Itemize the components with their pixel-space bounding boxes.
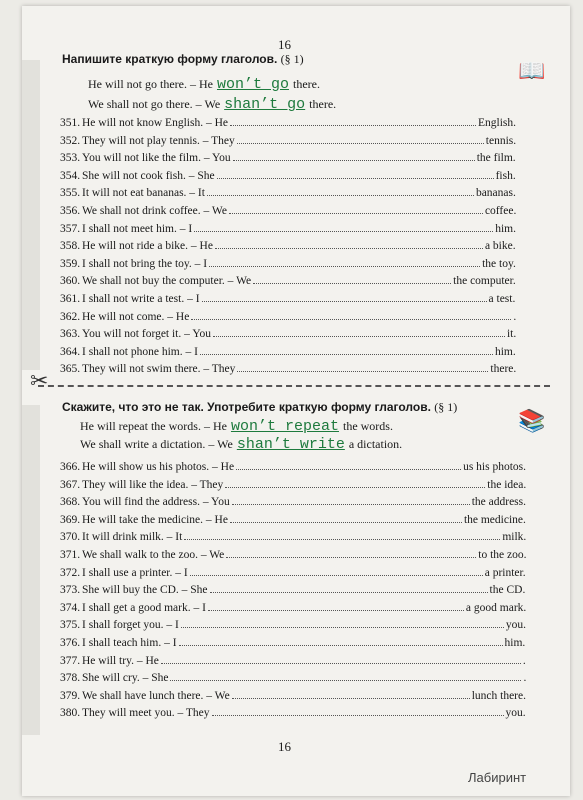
exercise-row xyxy=(60,205,516,217)
exercise-row xyxy=(60,707,526,719)
answer-blank[interactable] xyxy=(161,662,521,664)
exercise-tail: a bike. xyxy=(484,240,516,253)
example-1: He will not go there. – He won’t go there. xyxy=(88,76,320,93)
answer-blank[interactable] xyxy=(181,626,504,628)
exercise-row xyxy=(60,187,516,199)
exercise-tail: the medicine. xyxy=(463,513,526,526)
section2-ref: (§ 1) xyxy=(434,400,458,414)
exercise-number: 378. xyxy=(60,672,81,685)
exercise-row xyxy=(60,240,516,252)
exercise-row xyxy=(60,258,516,270)
exercise-number: 355. xyxy=(60,187,81,200)
answer-blank[interactable] xyxy=(184,538,500,540)
book-icon: 📚 xyxy=(518,408,546,433)
exercise-row xyxy=(60,223,516,235)
exercise-number: 380. xyxy=(60,707,81,720)
exercise-number: 360. xyxy=(60,275,81,288)
answer-blank[interactable] xyxy=(194,230,493,232)
exercise-tail: to the zoo. xyxy=(478,549,527,561)
answer-blank[interactable] xyxy=(215,247,483,249)
exercise-number: 371. xyxy=(60,549,81,561)
exercise-prompt: We shall walk to the zoo. – We xyxy=(82,549,225,561)
answer-blank[interactable] xyxy=(225,486,485,488)
exercise-tail: the computer. xyxy=(453,275,516,288)
answer-blank[interactable] xyxy=(191,318,511,320)
bleed-strip xyxy=(22,405,40,735)
exercise-number: 352. xyxy=(60,134,81,147)
exercise-row xyxy=(60,311,516,323)
exercise-tail: there. xyxy=(490,363,517,376)
example-4: We shall write a dictation. – We shan’t write a dictation. xyxy=(80,436,403,453)
exercise-row xyxy=(60,690,526,702)
exercise-number: 362. xyxy=(60,310,81,323)
answer-blank[interactable] xyxy=(232,697,470,699)
exercise-prompt: He will take the medicine. – He xyxy=(82,513,228,526)
exercise-row xyxy=(60,514,526,526)
exercise-number: 366. xyxy=(60,461,81,473)
exercise-row xyxy=(60,461,526,473)
exercise-prompt: They will not play tennis. – They xyxy=(82,134,235,147)
exercise-tail: you. xyxy=(505,707,526,720)
exercise-row xyxy=(60,152,516,164)
exercise-row xyxy=(60,328,516,340)
exercise-tail: . xyxy=(513,310,517,323)
answer-blank[interactable] xyxy=(229,212,483,214)
scissors-icon: ✂ xyxy=(30,368,49,393)
exercise-tail: . xyxy=(523,672,527,685)
exercise-tail: bananas. xyxy=(475,187,516,200)
exercise-row xyxy=(60,479,526,491)
exercise-tail: fish. xyxy=(495,169,516,182)
exercise-prompt: He will not know English. – He xyxy=(82,117,228,129)
exercise-tail: him. xyxy=(495,222,516,235)
exercise-tail: a printer. xyxy=(484,566,526,579)
example-answer: shan’t write xyxy=(236,436,345,453)
exercise-prompt: You will find the address. – You xyxy=(82,496,230,509)
exercise-number: 373. xyxy=(60,584,81,597)
exercise-number: 377. xyxy=(60,654,81,667)
answer-blank[interactable] xyxy=(253,282,451,284)
bleed-strip xyxy=(22,60,40,370)
exercise-prompt: It will drink milk. – It xyxy=(82,531,183,544)
exercise-number: 353. xyxy=(60,152,81,165)
exercise-prompt: She will not cook fish. – She xyxy=(82,169,215,182)
cut-line-divider xyxy=(38,385,550,387)
example-answer: won’t repeat xyxy=(230,418,339,435)
exercise-number: 376. xyxy=(60,637,81,649)
exercise-number: 361. xyxy=(60,293,81,305)
answer-blank[interactable] xyxy=(217,177,494,179)
exercise-tail: it. xyxy=(506,328,517,341)
exercise-prompt: She will buy the CD. – She xyxy=(82,584,208,597)
exercise-tail: the toy. xyxy=(482,257,516,270)
exercise-row xyxy=(60,567,526,579)
answer-blank[interactable] xyxy=(207,194,474,196)
exercise-row xyxy=(60,602,526,614)
exercise-prompt: They will not swim there. – They xyxy=(82,363,236,376)
exercise-prompt: You will not like the film. – You xyxy=(82,152,231,165)
answer-blank[interactable] xyxy=(209,265,480,267)
exercise-prompt: I shall get a good mark. – I xyxy=(82,601,206,614)
exercise-number: 374. xyxy=(60,601,81,614)
exercise-row xyxy=(60,655,526,667)
answer-blank[interactable] xyxy=(170,679,521,681)
example-2: We shall not go there. – We shan’t go there. xyxy=(88,96,337,113)
exercise-number: 369. xyxy=(60,513,81,526)
exercise-prompt: I shall forget you. – I xyxy=(82,619,179,632)
watermark-logo: Лабиринт xyxy=(468,770,527,785)
answer-blank[interactable] xyxy=(230,521,462,523)
exercise-prompt: You will not forget it. – You xyxy=(82,328,211,341)
exercise-tail: milk. xyxy=(502,531,527,544)
answer-blank[interactable] xyxy=(226,556,476,558)
answer-blank[interactable] xyxy=(236,468,461,470)
exercise-tail: the CD. xyxy=(489,584,526,597)
exercise-number: 357. xyxy=(60,222,81,235)
exercise-prompt: We shall have lunch there. – We xyxy=(82,689,230,702)
book-icon: 📖 xyxy=(518,58,546,83)
answer-blank[interactable] xyxy=(210,591,488,593)
answer-blank[interactable] xyxy=(179,644,503,646)
exercise-prompt: We shall not buy the computer. – We xyxy=(82,275,252,288)
exercise-row xyxy=(60,275,516,287)
exercise-row xyxy=(60,170,516,182)
exercise-row xyxy=(60,135,516,147)
answer-blank[interactable] xyxy=(237,370,488,372)
answer-blank[interactable] xyxy=(233,159,475,161)
section1-heading-text: Напишите краткую форму глаголов. xyxy=(62,52,278,66)
exercise-prompt: We shall not drink coffee. – We xyxy=(82,205,227,217)
exercise-number: 379. xyxy=(60,689,81,702)
section1-ref: (§ 1) xyxy=(280,52,304,66)
answer-blank[interactable] xyxy=(202,300,487,302)
exercise-tail: a test. xyxy=(488,293,516,305)
answer-blank[interactable] xyxy=(237,142,484,144)
example-answer: shan’t go xyxy=(224,96,306,113)
exercise-row xyxy=(60,637,525,649)
exercise-tail: him. xyxy=(494,345,516,358)
exercise-prompt: They will meet you. – They xyxy=(82,707,210,720)
section2-heading xyxy=(62,400,457,415)
exercise-number: 365. xyxy=(60,363,81,376)
answer-blank[interactable] xyxy=(200,353,493,355)
exercise-number: 364. xyxy=(60,345,81,358)
exercise-tail: you. xyxy=(505,619,527,632)
exercise-tail: a good mark. xyxy=(465,601,527,614)
answer-blank[interactable] xyxy=(190,574,483,576)
exercise-prompt: I shall not meet him. – I xyxy=(82,222,193,235)
exercise-row xyxy=(60,584,525,596)
exercise-row xyxy=(60,346,516,358)
section2-heading-text: Скажите, что это не так. Употребите краткую форму глаголов. xyxy=(62,400,431,414)
exercise-prompt: I shall not phone him. – I xyxy=(82,345,198,358)
answer-blank[interactable] xyxy=(212,714,504,716)
exercise-number: 375. xyxy=(60,619,81,632)
exercise-tail: us his photos. xyxy=(463,461,527,473)
exercise-prompt: He will try. – He xyxy=(82,654,159,667)
exercise-row xyxy=(60,293,515,305)
exercise-prompt: I shall teach him. – I xyxy=(82,637,177,649)
exercise-tail: the idea. xyxy=(487,478,527,491)
exercise-prompt: He will not come. – He xyxy=(82,310,190,323)
exercise-tail: . xyxy=(522,654,526,667)
exercise-number: 370. xyxy=(60,531,81,544)
exercise-prompt: He will show us his photos. – He xyxy=(82,461,235,473)
exercise-row xyxy=(60,496,526,508)
exercise-tail: the address. xyxy=(471,496,527,509)
answer-blank[interactable] xyxy=(230,124,476,126)
exercise-tail: the film. xyxy=(476,152,516,165)
exercise-tail: English. xyxy=(477,117,516,129)
exercise-tail: coffee. xyxy=(484,205,517,217)
page-number-bottom: 16 xyxy=(278,739,291,754)
exercise-number: 367. xyxy=(60,478,81,491)
exercise-number: 351. xyxy=(60,117,81,129)
exercise-row xyxy=(60,117,516,129)
exercise-row xyxy=(60,619,526,631)
answer-blank[interactable] xyxy=(213,335,505,337)
exercise-row xyxy=(60,363,516,375)
exercise-number: 363. xyxy=(60,328,81,341)
answer-blank[interactable] xyxy=(208,609,464,611)
exercise-number: 354. xyxy=(60,169,81,182)
exercise-tail: tennis. xyxy=(485,134,517,147)
exercise-number: 372. xyxy=(60,566,81,579)
exercise-row xyxy=(60,531,526,543)
exercise-prompt: I shall not write a test. – I xyxy=(82,293,200,305)
exercise-number: 358. xyxy=(60,240,81,253)
exercise-number: 359. xyxy=(60,257,81,270)
exercise-prompt: It will not eat bananas. – It xyxy=(82,187,205,200)
example-answer: won’t go xyxy=(216,76,289,93)
exercise-prompt: I shall not bring the toy. – I xyxy=(82,257,208,270)
exercise-tail: lunch there. xyxy=(471,689,526,702)
page-number-top: 16 xyxy=(278,37,291,52)
exercise-prompt: They will like the idea. – They xyxy=(82,478,224,491)
exercise-prompt: I shall use a printer. – I xyxy=(82,566,188,579)
exercise-tail: him. xyxy=(504,637,526,649)
example-3: He will repeat the words. – He won’t repeat the words. xyxy=(80,418,393,435)
exercise-prompt: He will not ride a bike. – He xyxy=(82,240,213,253)
answer-blank[interactable] xyxy=(232,503,470,505)
exercise-prompt: She will cry. – She xyxy=(82,672,169,685)
section1-heading xyxy=(62,52,304,67)
exercise-number: 356. xyxy=(60,205,81,217)
exercise-row xyxy=(60,672,526,684)
exercise-number: 368. xyxy=(60,496,81,509)
exercise-row xyxy=(60,549,527,561)
